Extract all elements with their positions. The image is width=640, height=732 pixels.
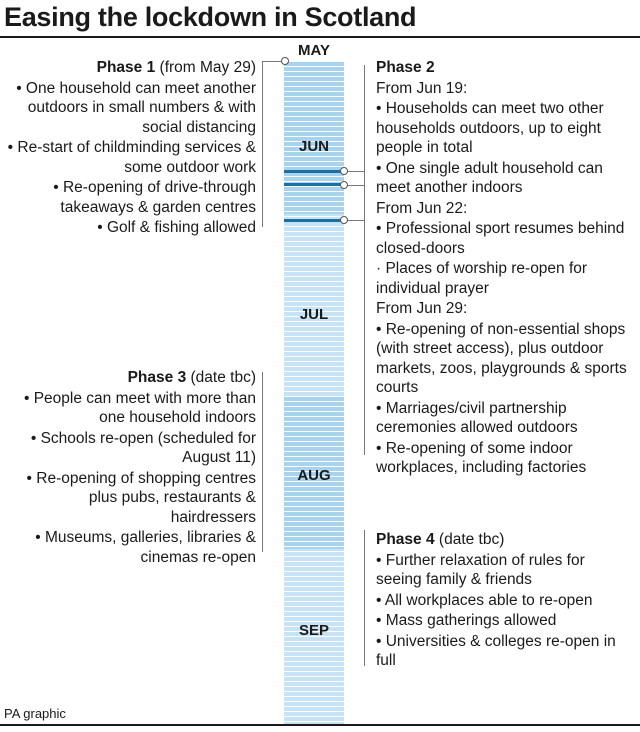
phase4-date: (date tbc) bbox=[438, 531, 505, 548]
month-label-jun: JUN bbox=[298, 138, 329, 155]
phase2-bracket bbox=[364, 65, 365, 455]
timeline-marker-jun22 bbox=[284, 183, 344, 186]
phase1-bracket bbox=[262, 61, 263, 227]
jun29-date-marker bbox=[340, 216, 348, 224]
phase2-item bbox=[376, 259, 638, 298]
phase1-title: Phase 1 bbox=[96, 59, 156, 76]
phase3-item: • Schools re-open (scheduled for August 11) bbox=[6, 429, 256, 468]
phase4-item: • Universities & colleges re-open in full bbox=[376, 632, 616, 671]
phase4-heading bbox=[376, 530, 616, 550]
month-label-jul: JUL bbox=[299, 306, 329, 323]
phase1-item: • Golf & fishing allowed bbox=[6, 218, 256, 238]
phase2-heading: Phase 2 bbox=[376, 59, 435, 76]
jun22-date-marker bbox=[340, 181, 348, 189]
phase4-item: • Further relaxation of rules for seeing family & friends bbox=[376, 551, 616, 590]
phase1-item: • One household can meet another outdoors in small numbers & with social distancing bbox=[6, 79, 256, 138]
phase1-item: • Re-opening of drive-through takeaways & garden centres bbox=[6, 178, 256, 217]
phase4-block bbox=[376, 530, 616, 671]
phase2-item: • Professional sport resumes behind closed-doors bbox=[376, 219, 638, 258]
phase3-item: • People can meet with more than one household indoors bbox=[6, 389, 256, 428]
phase3-title: Phase 3 bbox=[127, 369, 187, 386]
phase2-date-jun19: From Jun 19: bbox=[376, 79, 468, 97]
phase2-item-text: Places of worship re-open for individual prayer bbox=[376, 260, 588, 297]
timeline-marker-jun29 bbox=[284, 219, 344, 222]
phase3-item: • Re-opening of shopping centres plus pubs, restaurants & hairdressers bbox=[6, 469, 256, 528]
phase1-date-marker bbox=[281, 57, 289, 65]
phase4-bracket bbox=[364, 530, 365, 666]
title-divider bbox=[0, 36, 640, 38]
phase1-heading bbox=[6, 58, 256, 78]
month-label-aug: AUG bbox=[297, 467, 331, 484]
phase2-block bbox=[376, 58, 638, 478]
month-label-sep: SEP bbox=[298, 622, 329, 639]
timeline-marker-jun19 bbox=[284, 170, 344, 173]
phase3-date: (date tbc) bbox=[190, 369, 256, 386]
phase1-block bbox=[6, 58, 256, 238]
phase4-item: • Mass gatherings allowed bbox=[376, 611, 616, 631]
phase2-item: • Re-opening of some indoor workplaces, including factories bbox=[376, 439, 638, 478]
page-title: Easing the lockdown in Scotland bbox=[4, 2, 417, 32]
bottom-divider bbox=[0, 724, 640, 726]
phase3-heading bbox=[6, 368, 256, 388]
phase3-item: • Museums, galleries, libraries & cinemas re-open bbox=[6, 528, 256, 567]
phase4-item: • All workplaces able to re-open bbox=[376, 591, 616, 611]
phase1-date: (from May 29) bbox=[159, 59, 256, 76]
source-credit: PA graphic bbox=[4, 706, 66, 721]
phase2-item: • One single adult household can meet another indoors bbox=[376, 159, 638, 198]
jun19-date-marker bbox=[340, 167, 348, 175]
month-label-may: MAY bbox=[298, 42, 330, 59]
phase2-date-jun22: From Jun 22: bbox=[376, 199, 468, 217]
phase2-item: • Households can meet two other households outdoors, up to eight people in total bbox=[376, 99, 638, 158]
phase3-bracket bbox=[262, 372, 263, 552]
phase4-title: Phase 4 bbox=[376, 531, 435, 548]
phase2-item: • Marriages/civil partnership ceremonies allowed outdoors bbox=[376, 399, 638, 438]
phase2-item: • Re-opening of non-essential shops (with street access), plus outdoor markets, zoos, playgrounds & sports courts bbox=[376, 320, 638, 398]
phase3-block bbox=[6, 368, 256, 567]
phase1-item: • Re-start of childminding services & some outdoor work bbox=[6, 138, 256, 177]
phase2-date-jun29: From Jun 29: bbox=[376, 300, 468, 317]
